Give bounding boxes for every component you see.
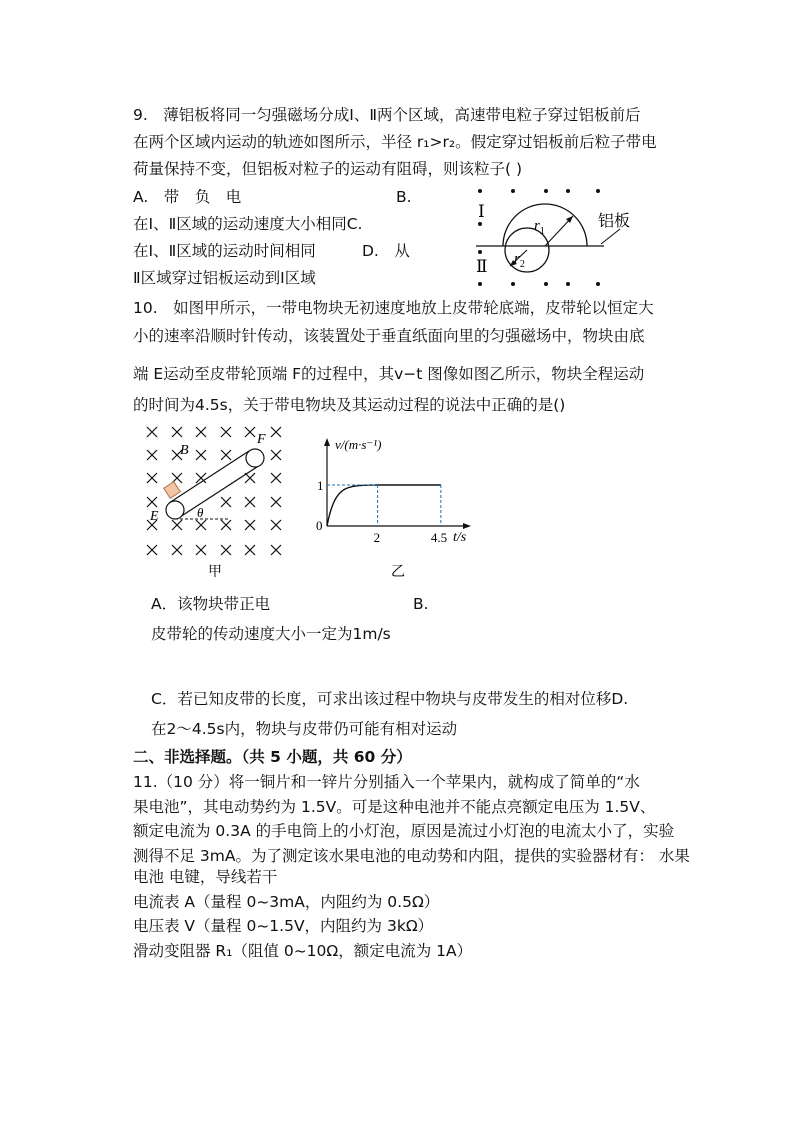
q10-line-2: 小的速率沿顺时针传动，该装置处于垂直纸面向里的匀强磁场中，物块由底 (133, 327, 645, 345)
q11-line-5: 电池 电键，导线若干 (133, 868, 278, 886)
q9-magnetic-field-figure (470, 180, 650, 292)
tick-label-x-2: 2 (373, 530, 381, 545)
q10-option-b: 皮带轮的传动速度大小一定为1m/s (151, 625, 391, 643)
q11-rheostat: 滑动变阻器 R₁（阻值 0~10Ω，额定电流为 1A） (133, 942, 473, 960)
wheel-top (246, 449, 264, 467)
q10-option-b-label: B. (413, 595, 429, 613)
caption-jia: 甲 (208, 564, 222, 580)
plate-pointer (601, 229, 620, 244)
r1-label: $r_1$ (534, 218, 545, 237)
q10-line-3: 端 E运动至皮带轮顶端 F的过程中，其v−t 图像如图乙所示，物块全程运动 (133, 365, 645, 383)
caption-yi: 乙 (391, 564, 405, 580)
q9-option-b-label: B. (396, 188, 412, 206)
belt-lower (180, 465, 260, 517)
q9-option-d: Ⅱ区域穿过铝板运动到Ⅰ区域 (133, 269, 316, 287)
tick-label-0: 0 (316, 518, 323, 533)
q9-line-3: 荷量保持不变，但铝板对粒子的运动有阻碍，则该粒子( ) (133, 160, 523, 178)
q10-option-d: 在2～4.5s内，物块与皮带仍可能有相对运动 (151, 720, 458, 738)
y-axis-arrowhead (324, 438, 330, 446)
trajectory-r1 (503, 204, 587, 246)
label-theta: θ (197, 505, 204, 520)
q9-line-2: 在两个区域内运动的轨迹如图所示，半径 r₁>r₂。假定穿过铝板前后粒子带电 (133, 133, 657, 151)
label-F: F (257, 432, 266, 447)
q10-option-c: C．若已知皮带的长度，可求出该过程中物块与皮带发生的相对位移D. (151, 690, 629, 708)
q11-line-2: 果电池”，其电动势约为 1.5V。可是这种电池并不能点亮额定电压为 1.5V、 (133, 798, 656, 816)
x-axis-arrowhead (463, 523, 471, 529)
label-B: B (180, 443, 189, 458)
q9-line-1: 9. 薄铝板将同一匀强磁场分成Ⅰ、Ⅱ两个区域，高速带电粒子穿过铝板前后 (133, 106, 641, 124)
q9-option-a: A. 带 负 电 (133, 188, 242, 206)
q11-line-1: 11.（10 分）将一铜片和一锌片分别插入一个苹果内，就构成了简单的“水 (133, 773, 640, 791)
q9-option-c: 在Ⅰ、Ⅱ区域的运动时间相同 (133, 242, 316, 260)
q10-figure-yi-vt-graph (305, 430, 480, 580)
tick-label-x-4.5: 4.5 (430, 530, 448, 545)
label-E: E (150, 509, 159, 524)
q10-figure-jia (140, 420, 290, 580)
tick-label-y-1: 1 (317, 478, 324, 493)
field-dots (478, 189, 600, 286)
q10-line-1: 10. 如图甲所示，一带电物块无初速度地放上皮带轮底端，皮带轮以恒定大 (133, 299, 654, 317)
q9-option-d-label: D. 从 (362, 242, 410, 260)
wheel-bottom (166, 501, 184, 519)
q11-voltmeter: 电压表 V（量程 0~1.5V，内阻约为 3kΩ） (133, 917, 434, 935)
r2-label: $r_2$ (514, 251, 525, 270)
section-heading: 二、非选择题。（共 5 小题，共 60 分） (133, 748, 412, 766)
q9-option-b: 在Ⅰ、Ⅱ区域的运动速度大小相同C. (133, 215, 363, 233)
region-1-label: Ⅰ (478, 202, 485, 221)
q10-option-a: A．该物块带正电 (151, 595, 271, 613)
plate-label: 铝板 (598, 211, 631, 230)
x-axis-label: t/s (453, 530, 467, 545)
charged-block (164, 482, 181, 499)
region-2-label: Ⅱ (476, 257, 488, 276)
q11-line-3: 额定电流为 0.3A 的手电筒上的小灯泡，原因是流过小灯泡的电流太小了，实验 (133, 822, 675, 840)
q11-line-4: 测得不足 3mA。为了测定该水果电池的电动势和内阻，提供的实验器材有： 水果 (133, 847, 690, 865)
q11-ammeter: 电流表 A（量程 0~3mA，内阻约为 0.5Ω） (133, 893, 440, 911)
y-axis-label: v/(m·s⁻¹) (335, 437, 382, 452)
vt-curve (327, 485, 441, 526)
q10-line-4: 的时间为4.5s，关于带电物块及其运动过程的说法中正确的是() (133, 396, 566, 414)
